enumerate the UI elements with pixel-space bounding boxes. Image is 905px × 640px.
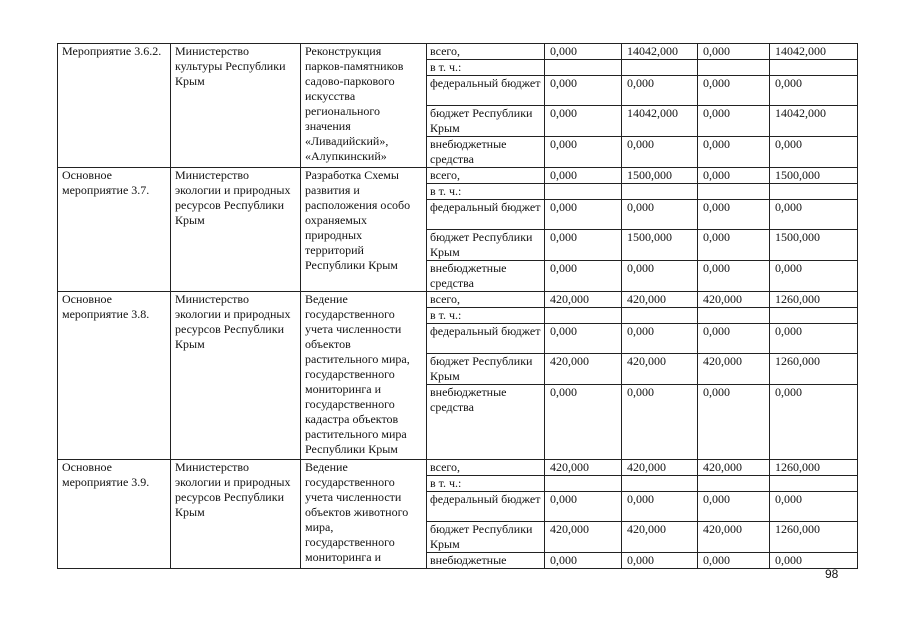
description-cell: Ведение государственного учета численности объектов животного мира, государственного мониторинга и: [301, 460, 427, 569]
amount-cell: 0,000: [545, 324, 622, 354]
amount-cell: 0,000: [698, 230, 770, 261]
amount-cell: 0,000: [698, 553, 770, 569]
amount-cell: 420,000: [698, 292, 770, 308]
amount-cell: 420,000: [698, 354, 770, 385]
funding-source-cell: бюджет Республики Крым: [427, 106, 545, 137]
amount-cell: [622, 476, 698, 492]
total-cell: 14042,000: [770, 44, 858, 60]
amount-cell: 0,000: [622, 385, 698, 460]
total-cell: 0,000: [770, 553, 858, 569]
funding-table: [57, 43, 858, 569]
amount-cell: 0,000: [545, 137, 622, 168]
funding-source-cell: в т. ч.:: [427, 308, 545, 324]
amount-cell: 420,000: [545, 292, 622, 308]
amount-cell: 0,000: [698, 168, 770, 184]
amount-cell: [622, 184, 698, 200]
amount-cell: 0,000: [545, 230, 622, 261]
amount-cell: [545, 308, 622, 324]
amount-cell: 420,000: [622, 354, 698, 385]
amount-cell: 0,000: [545, 261, 622, 292]
amount-cell: 420,000: [545, 460, 622, 476]
amount-cell: 0,000: [545, 200, 622, 230]
amount-cell: 0,000: [545, 168, 622, 184]
amount-cell: [698, 476, 770, 492]
amount-cell: 0,000: [622, 492, 698, 522]
amount-cell: 0,000: [622, 261, 698, 292]
total-cell: 1500,000: [770, 168, 858, 184]
amount-cell: 0,000: [622, 137, 698, 168]
measure-cell: Основное мероприятие 3.9.: [58, 460, 171, 569]
total-cell: 0,000: [770, 76, 858, 106]
total-cell: 14042,000: [770, 106, 858, 137]
funding-source-cell: федеральный бюджет: [427, 76, 545, 106]
amount-cell: 1500,000: [622, 168, 698, 184]
funding-source-cell: бюджет Республики Крым: [427, 354, 545, 385]
amount-cell: 0,000: [698, 106, 770, 137]
executor-cell: Министерство экологии и природных ресурсов Республики Крым: [171, 460, 301, 569]
funding-source-cell: всего,: [427, 44, 545, 60]
amount-cell: 1500,000: [622, 230, 698, 261]
amount-cell: 0,000: [698, 76, 770, 106]
amount-cell: 0,000: [622, 324, 698, 354]
amount-cell: [698, 308, 770, 324]
amount-cell: 14042,000: [622, 44, 698, 60]
amount-cell: 0,000: [545, 106, 622, 137]
funding-source-cell: всего,: [427, 460, 545, 476]
funding-source-cell: бюджет Республики Крым: [427, 522, 545, 553]
description-cell: Ведение государственного учета численности объектов растительного мира, государственного мониторинга и государственного кадастра объектов растительного мира Республики Крым: [301, 292, 427, 460]
executor-cell: Министерство экологии и природных ресурсов Республики Крым: [171, 168, 301, 292]
amount-cell: 0,000: [622, 553, 698, 569]
table-row: [58, 292, 858, 308]
amount-cell: 420,000: [622, 292, 698, 308]
amount-cell: [622, 308, 698, 324]
measure-cell: Основное мероприятие 3.8.: [58, 292, 171, 460]
total-cell: [770, 308, 858, 324]
executor-cell: Министерство экологии и природных ресурсов Республики Крым: [171, 292, 301, 460]
amount-cell: 420,000: [545, 522, 622, 553]
total-cell: [770, 60, 858, 76]
amount-cell: 0,000: [698, 137, 770, 168]
funding-source-cell: внебюджетные средства: [427, 261, 545, 292]
page-number: 98: [825, 567, 839, 581]
amount-cell: 0,000: [698, 44, 770, 60]
description-cell: Реконструкция парков-памятников садово-паркового искусства регионального значения «Ливадийский», «Алупкинский»: [301, 44, 427, 168]
funding-source-cell: федеральный бюджет: [427, 200, 545, 230]
amount-cell: 0,000: [545, 492, 622, 522]
funding-source-cell: в т. ч.:: [427, 60, 545, 76]
funding-source-cell: бюджет Республики Крым: [427, 230, 545, 261]
total-cell: 1260,000: [770, 522, 858, 553]
total-cell: 0,000: [770, 137, 858, 168]
funding-source-cell: федеральный бюджет: [427, 492, 545, 522]
total-cell: 0,000: [770, 492, 858, 522]
amount-cell: [545, 476, 622, 492]
funding-source-cell: внебюджетные средства: [427, 385, 545, 460]
amount-cell: [698, 60, 770, 76]
funding-source-cell: в т. ч.:: [427, 184, 545, 200]
amount-cell: 0,000: [622, 76, 698, 106]
funding-source-cell: в т. ч.:: [427, 476, 545, 492]
amount-cell: 0,000: [698, 324, 770, 354]
table-row: [58, 460, 858, 476]
funding-source-cell: внебюджетные: [427, 553, 545, 569]
amount-cell: [698, 184, 770, 200]
amount-cell: 420,000: [698, 460, 770, 476]
total-cell: 1260,000: [770, 460, 858, 476]
total-cell: 0,000: [770, 200, 858, 230]
amount-cell: 0,000: [698, 200, 770, 230]
amount-cell: 0,000: [698, 492, 770, 522]
total-cell: 1260,000: [770, 292, 858, 308]
total-cell: 1260,000: [770, 354, 858, 385]
table-row: [58, 44, 858, 60]
amount-cell: 420,000: [545, 354, 622, 385]
amount-cell: 0,000: [545, 44, 622, 60]
amount-cell: 420,000: [698, 522, 770, 553]
executor-cell: Министерство культуры Республики Крым: [171, 44, 301, 168]
amount-cell: 0,000: [545, 385, 622, 460]
amount-cell: 0,000: [545, 76, 622, 106]
total-cell: 1500,000: [770, 230, 858, 261]
total-cell: 0,000: [770, 261, 858, 292]
table-row: [58, 168, 858, 184]
total-cell: [770, 184, 858, 200]
amount-cell: [545, 60, 622, 76]
amount-cell: [622, 60, 698, 76]
amount-cell: 0,000: [698, 261, 770, 292]
funding-source-cell: всего,: [427, 168, 545, 184]
measure-cell: Основное мероприятие 3.7.: [58, 168, 171, 292]
funding-source-cell: федеральный бюджет: [427, 324, 545, 354]
amount-cell: [545, 184, 622, 200]
amount-cell: 420,000: [622, 460, 698, 476]
funding-source-cell: внебюджетные средства: [427, 137, 545, 168]
amount-cell: 0,000: [698, 385, 770, 460]
total-cell: 0,000: [770, 385, 858, 460]
measure-cell: Мероприятие 3.6.2.: [58, 44, 171, 168]
amount-cell: 420,000: [622, 522, 698, 553]
total-cell: [770, 476, 858, 492]
amount-cell: 0,000: [622, 200, 698, 230]
amount-cell: 0,000: [545, 553, 622, 569]
amount-cell: 14042,000: [622, 106, 698, 137]
total-cell: 0,000: [770, 324, 858, 354]
funding-source-cell: всего,: [427, 292, 545, 308]
description-cell: Разработка Схемы развития и расположения особо охраняемых природных территорий Республики Крым: [301, 168, 427, 292]
